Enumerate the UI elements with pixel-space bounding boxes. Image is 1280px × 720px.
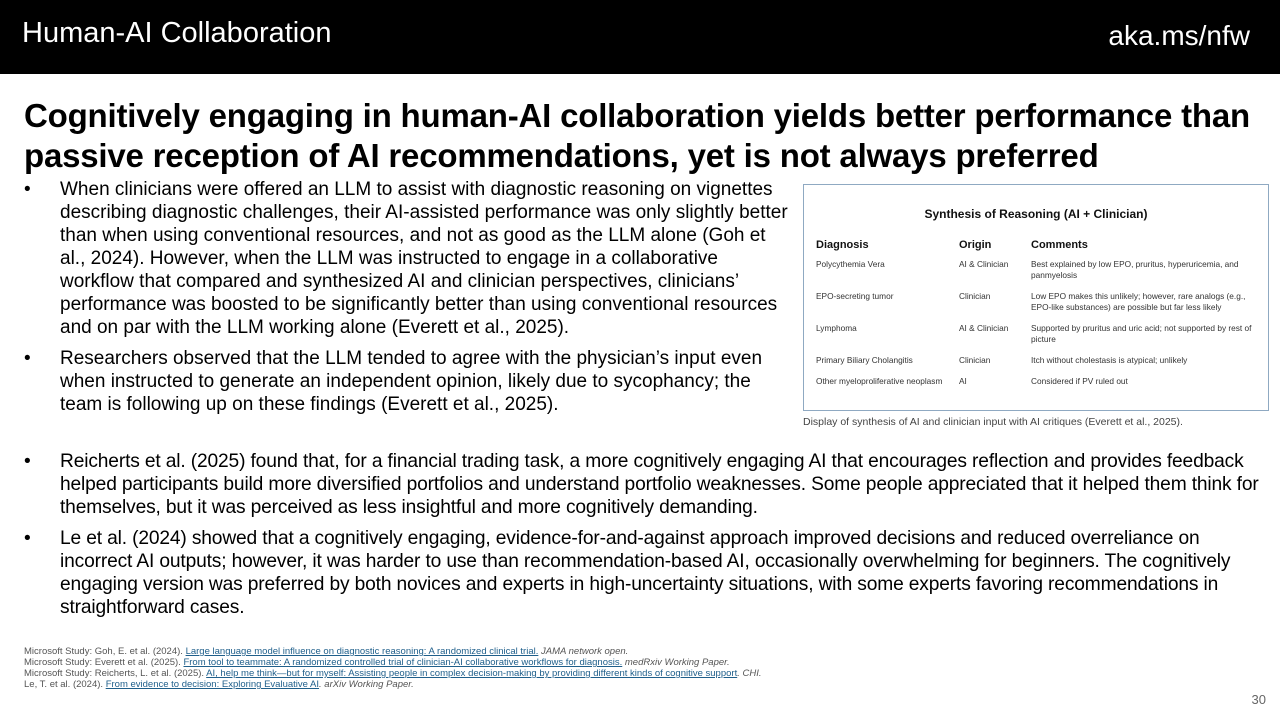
- column-header: Origin: [959, 239, 992, 251]
- table-cell: EPO-secreting tumor: [816, 291, 894, 301]
- column-header: Diagnosis: [816, 239, 869, 251]
- table-cell: Lymphoma: [816, 323, 857, 333]
- reference-link[interactable]: Large language model influence on diagnostic reasoning: A randomized clinical trial.: [185, 646, 539, 657]
- bullet-text: Le et al. (2024) showed that a cognitively engaging, evidence-for-and-against approach improved decisions and reduced overreliance on incorrect AI outputs; however, it was harder to use than recommendation-based AI, occasionally overwhelming for beginners. The cognitively engaging version was preferred by both novices and experts in high-uncertainty situations, with some experts favoring recommendations in straightforward cases.: [60, 528, 1231, 618]
- reference-line: [24, 657, 1244, 668]
- figure-caption: Display of synthesis of AI and clinician input with AI critiques (Everett et al., 2025).: [803, 416, 1183, 428]
- header-bar: [0, 0, 1280, 74]
- table-row: [816, 353, 1262, 374]
- reference-author: Microsoft Study: Goh, E. et al. (2024).: [24, 646, 186, 657]
- slide-title: Cognitively engaging in human-AI collaboration yields better performance than passive reception of AI recommendations, yet is not always preferred: [24, 97, 1250, 174]
- header-link[interactable]: aka.ms/nfw: [1108, 20, 1250, 51]
- bullet-text: Reicherts et al. (2025) found that, for a financial trading task, a more cognitively engaging AI that encourages reflection and provides feedback helped participants build more diversified portfolios and understand portfolio weaknesses. Some people appreciated that it helped them think for themselves, but it was perceived as less insightful and more cognitively demanding.: [60, 451, 1259, 518]
- table-row: [816, 374, 1262, 395]
- reference-link[interactable]: From evidence to decision: Exploring Evaluative AI: [105, 679, 320, 690]
- table-row: [816, 289, 1262, 321]
- table-header-row: [816, 239, 1262, 257]
- list-item: [24, 450, 1264, 519]
- reference-line: [24, 679, 1244, 690]
- bullet-icon: •: [24, 451, 31, 472]
- reference-author: Microsoft Study: Reicherts, L. et al. (2025).: [24, 668, 207, 679]
- reference-line: [24, 668, 1244, 679]
- table-cell: Supported by pruritus and uric acid; not supported by rest of picture: [1031, 323, 1252, 344]
- bullet-icon: •: [24, 528, 31, 549]
- table-row: [816, 321, 1262, 353]
- reference-link[interactable]: AI, help me think—but for myself: Assisting people in complex decision-making by providing different kinds of cognitive support: [206, 668, 738, 679]
- bullet-text: Researchers observed that the LLM tended to agree with the physician’s input even when instructed to generate an independent opinion, likely due to sycophancy; the team is following up on these findings (Everett et al., 2025).: [60, 348, 763, 415]
- bullet-text: When clinicians were offered an LLM to assist with diagnostic reasoning on vignettes describing diagnostic challenges, their AI-assisted performance was only slightly better than when using conventional resources, and not as good as the LLM alone (Goh et al., 2024). However, when the LLM was instructed to engage in a collaborative workflow that compared and synthesized AI and clinician perspectives, clinicians’ performance was boosted to be significantly better than using conventional resources and on par with the LLM working alone (Everett et al., 2025).: [60, 179, 788, 338]
- reference-link[interactable]: From tool to teammate: A randomized controlled trial of clinician-AI collaborative workflows for diagnosis.: [183, 657, 623, 668]
- table-cell: Low EPO makes this unlikely; however, rare analogs (e.g., EPO-like substances) are possible but far less likely: [1031, 291, 1246, 312]
- table-cell: Considered if PV ruled out: [1031, 376, 1128, 386]
- reference-author: Le, T. et al. (2024).: [24, 679, 106, 690]
- reference-journal: JAMA network open.: [538, 646, 629, 657]
- figure-title: Synthesis of Reasoning (AI + Clinician): [924, 207, 1148, 221]
- table-cell: AI & Clinician: [959, 259, 1009, 269]
- synthesis-table: [816, 239, 1262, 395]
- table-cell: Clinician: [959, 355, 991, 365]
- bullet-icon: •: [24, 179, 31, 200]
- column-header: Comments: [1031, 239, 1088, 251]
- reference-author: Microsoft Study: Everett et al. (2025).: [24, 657, 184, 668]
- list-item: [24, 527, 1264, 619]
- table-cell: AI: [959, 376, 967, 386]
- list-item: [24, 347, 794, 416]
- reference-line: [24, 646, 1244, 657]
- table-cell: Itch without cholestasis is atypical; unlikely: [1031, 355, 1188, 365]
- page-number: 30: [1251, 692, 1266, 707]
- table-cell: AI & Clinician: [959, 323, 1009, 333]
- table-cell: Polycythemia Vera: [816, 259, 885, 269]
- reference-journal: . arXiv Working Paper.: [319, 679, 414, 690]
- full-bullet-list: [24, 450, 1264, 627]
- table-cell: Clinician: [959, 291, 991, 301]
- table-cell: Best explained by low EPO, pruritus, hyperuricemia, and panmyelosis: [1031, 259, 1239, 280]
- table-cell: Primary Biliary Cholangitis: [816, 355, 913, 365]
- table-cell: Other myeloproliferative neoplasm: [816, 376, 943, 386]
- section-title: Human-AI Collaboration: [22, 17, 332, 49]
- table-row: [816, 257, 1262, 289]
- bullet-icon: •: [24, 348, 31, 369]
- list-item: [24, 178, 794, 339]
- reference-journal: medRxiv Working Paper.: [622, 657, 730, 668]
- left-bullet-list: [24, 178, 794, 424]
- synthesis-figure: [803, 184, 1269, 411]
- references: [24, 646, 1244, 690]
- reference-journal: . CHI.: [737, 668, 762, 679]
